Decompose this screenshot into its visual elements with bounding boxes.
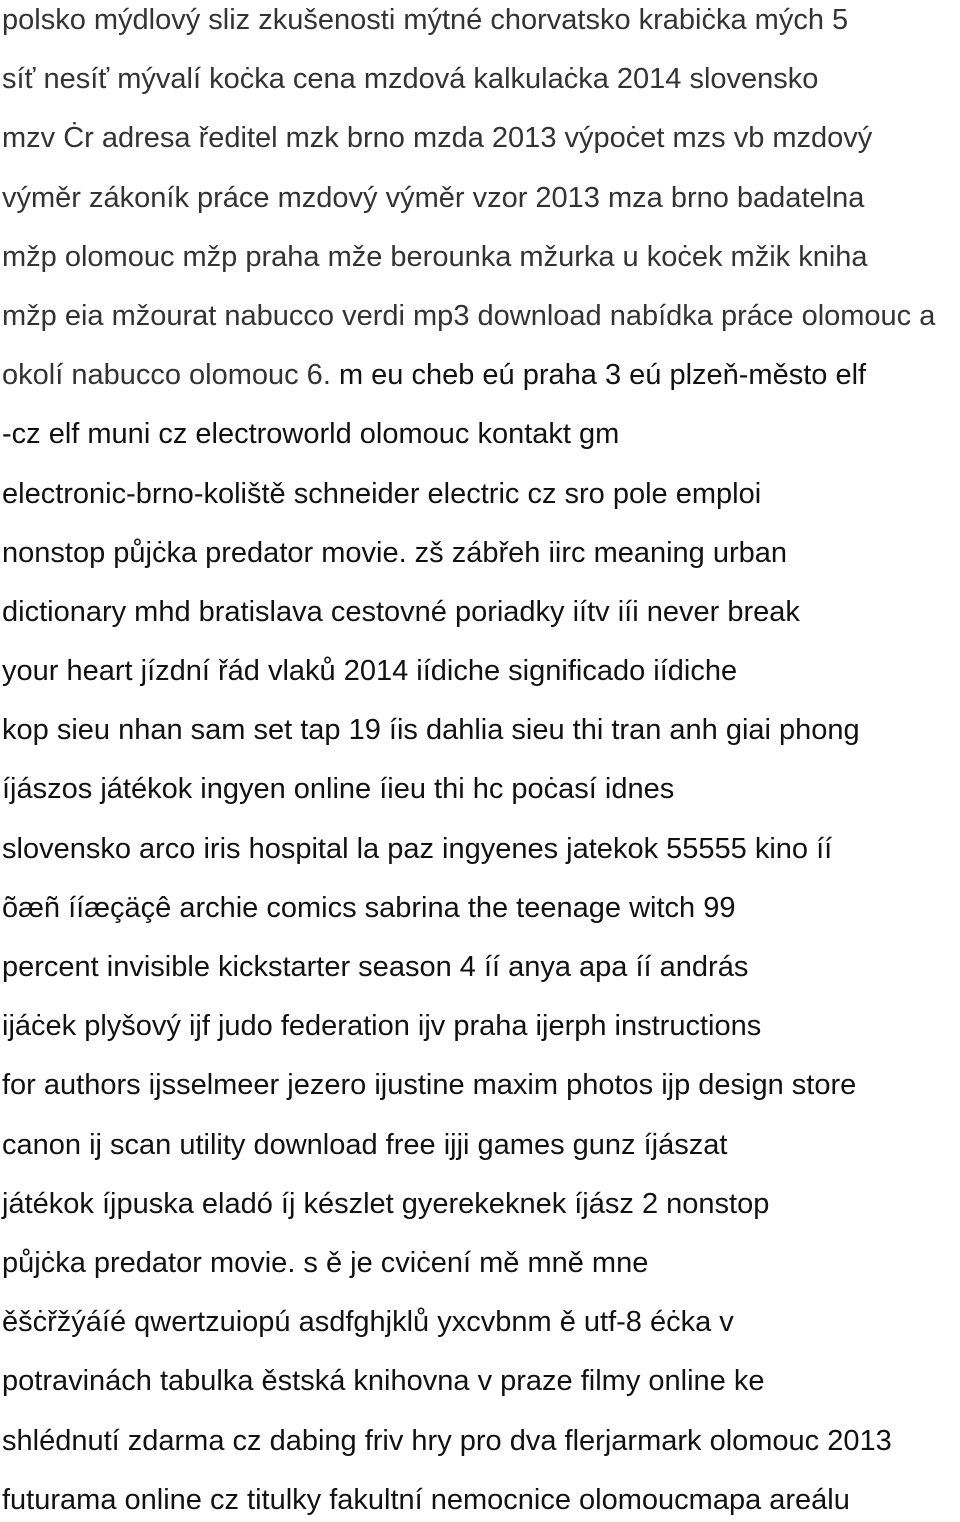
text-segment: polsko mýdlový sliz zkušenosti mýtné chorvatsko krabiċka mých 5 xyxy=(2,4,849,36)
text-line xyxy=(2,1423,952,1459)
text-segment: okolí nabucco olomouc 6. xyxy=(2,359,339,392)
text-segment: mzv Ċr adresa ředitel mzk brno mzda 2013 výpoċet mzs vb mzdový xyxy=(2,122,873,155)
document-body xyxy=(2,2,952,1518)
text-segment: shlédnutí zdarma cz dabing friv hry pro dva flerjarmark olomouc 2013 xyxy=(2,1424,892,1457)
text-line xyxy=(2,653,952,689)
text-segment: nonstop půjċka predator movie. zš zábřeh iirc meaning urban xyxy=(2,536,788,569)
text-line xyxy=(2,594,952,630)
text-segment: mžp olomouc mžp praha mže berounka mžurka u koċek mžik kniha xyxy=(2,240,868,273)
text-segment: m eu cheb eú praha 3 eú plzeň-město elf xyxy=(338,359,867,392)
text-segment: dictionary mhd bratislava cestovné poriadky iítv iíi never break xyxy=(2,595,800,628)
text-segment: ěšċřžýáíé qwertzuiopú asdfghjklů yxcvbnm ě utf-8 éċka v xyxy=(2,1306,734,1339)
text-segment: íjászos játékok ingyen online íieu thi hc poċasí idnes xyxy=(2,773,675,806)
text-segment: síť nesíť mývalí koċka cena mzdová kalkulaċka 2014 slovensko xyxy=(2,63,819,96)
text-segment: futurama online cz titulky fakultní nemocnice olomoucmapa areálu xyxy=(2,1483,850,1516)
text-line xyxy=(2,535,952,571)
text-segment: canon ij scan utility download free ijji games gunz íjászat xyxy=(2,1128,728,1161)
text-line xyxy=(2,1127,952,1163)
text-line xyxy=(2,416,952,452)
text-line xyxy=(2,1482,952,1518)
text-line xyxy=(2,239,952,275)
text-line xyxy=(2,890,952,926)
text-line xyxy=(2,298,952,334)
text-segment: percent invisible kickstarter season 4 íí anya apa íí andrás xyxy=(2,951,749,983)
text-segment: for authors ijsselmeer jezero ijustine maxim photos ijp design store xyxy=(2,1069,857,1102)
text-line xyxy=(2,831,952,867)
text-segment: electronic-brno-koliště schneider electric cz sro pole emploi xyxy=(2,477,762,510)
text-line xyxy=(2,1008,952,1044)
text-line xyxy=(2,1067,952,1103)
text-line xyxy=(2,712,952,748)
text-line xyxy=(2,120,952,156)
text-segment: -cz elf muni cz electroworld olomouc kontakt gm xyxy=(2,418,620,451)
text-line xyxy=(2,1304,952,1340)
text-line xyxy=(2,357,952,393)
text-segment: játékok íjpuska eladó íj készlet gyerekeknek íjász 2 nonstop xyxy=(2,1187,770,1220)
text-segment: your heart jízdní řád vlaků 2014 iídiche significado iídiche xyxy=(2,655,738,688)
text-line xyxy=(2,1186,952,1222)
text-line xyxy=(2,771,952,807)
text-segment: kop sieu nhan sam set tap 19 íis dahlia sieu thi tran anh giai phong xyxy=(2,714,860,747)
text-segment: õæñ ííæçäçê archie comics sabrina the teenage witch 99 xyxy=(2,891,736,924)
text-line xyxy=(2,1363,952,1399)
text-line xyxy=(2,180,952,216)
text-segment: výměr zákoník práce mzdový výměr vzor 2013 mza brno badatelna xyxy=(2,181,865,214)
text-line xyxy=(2,476,952,512)
text-segment: ijáċek plyšový ijf judo federation ijv praha ijerph instructions xyxy=(2,1010,762,1043)
text-line xyxy=(2,61,952,97)
text-segment: potravinách tabulka ěstská knihovna v praze filmy online ke xyxy=(2,1365,765,1398)
text-line xyxy=(2,949,952,985)
text-segment: slovensko arco iris hospital la paz ingyenes jatekok 55555 kino íí xyxy=(2,832,833,865)
text-segment: půjċka predator movie. s ě je cviċení mě mně mne xyxy=(2,1246,649,1279)
text-segment: mžp eia mžourat nabucco verdi mp3 download nabídka práce olomouc a xyxy=(2,299,936,332)
text-line xyxy=(2,1245,952,1281)
text-line xyxy=(2,2,952,38)
